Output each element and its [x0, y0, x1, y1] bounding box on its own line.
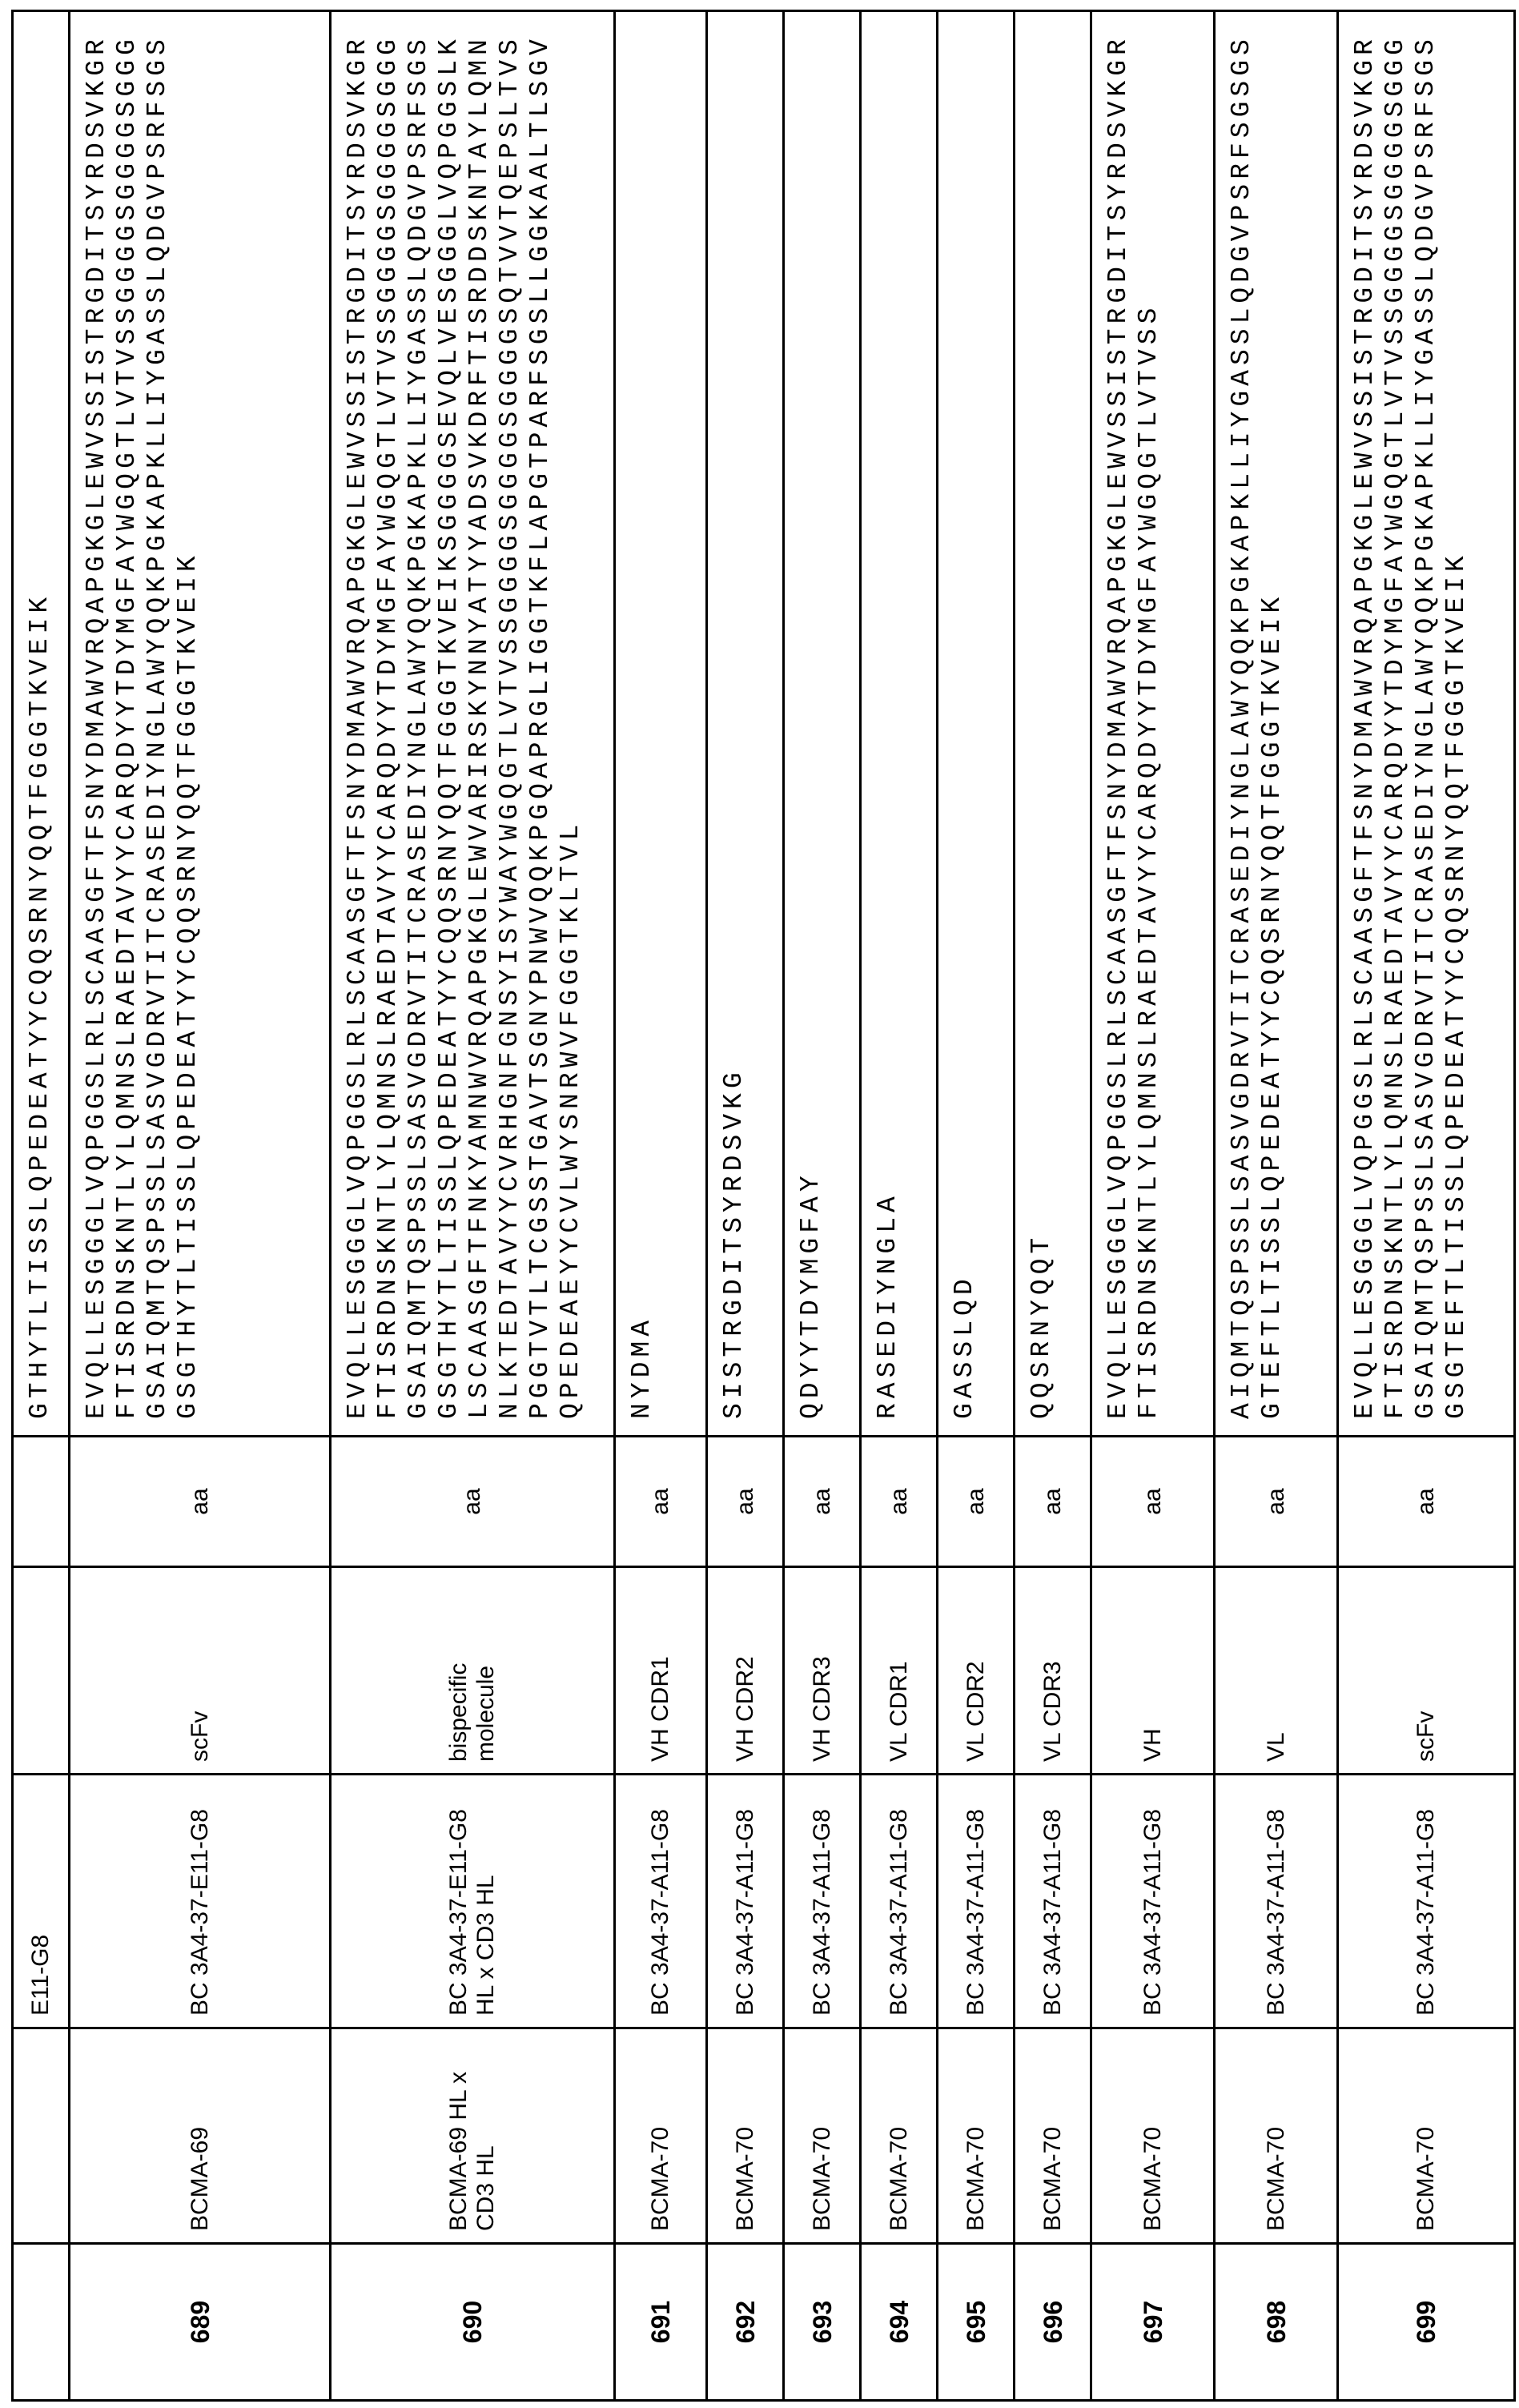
sequence-line: GTHYTLTISSLQPEDEATYYCQQSRNYQQTFGGGTKVEIK	[25, 28, 55, 1419]
table-row	[861, 11, 938, 2401]
format-cell: VL CDR3	[1015, 1567, 1091, 1775]
sequence-table	[11, 10, 1516, 2402]
seq-id-cell	[13, 2244, 70, 2401]
molecule-name-cell: BCMA-70	[1215, 2028, 1338, 2244]
seq-id-cell: 690	[331, 2244, 615, 2401]
table-row	[13, 11, 70, 2401]
format-cell: VH	[1091, 1567, 1215, 1775]
molecule-name-cell: BCMA-70	[1091, 2028, 1215, 2244]
sequence-line: EVQLLESGGGLVQPGGSLRLSCAASGFTFSNYDMAWVRQAPGKGLEWVSSISTRGDITSYRDSVKGR	[343, 28, 373, 1419]
cell-name-cell: BC 3A4-37-A11-G8	[1338, 1775, 1515, 2028]
format-cell: VH CDR1	[615, 1567, 707, 1775]
sequence-line: GSAIQMTQSPSSLSASVGDRVTITCRASEDIYNGLAWYQQKPGKAPKLLIYGASSLQDGVPSRFSGS	[1411, 28, 1441, 1419]
sequence-line: GSGTHYTLTISSLQPEDEATYYCQQSRNYQQTFGGGTKVEIK	[173, 28, 203, 1419]
table-row	[784, 11, 861, 2401]
cell-name-cell: BC 3A4-37-A11-G8	[784, 1775, 861, 2028]
sequence-line: FTISRDNSKNTLYLQMNSLRAEDTAVYYCARQDYYTDYMGFAYWGQGTLVTVSS	[1134, 28, 1164, 1419]
table-row	[1091, 11, 1215, 2401]
sequence-line: QQSRNYQQT	[1027, 28, 1057, 1419]
cell-name-cell: BC 3A4-37-A11-G8	[861, 1775, 938, 2028]
sequence-type-cell: aa	[615, 1437, 707, 1567]
sequence-line: SISTRGDITSYRDSVKG	[719, 28, 749, 1419]
seq-id-cell: 694	[861, 2244, 938, 2401]
table-row	[331, 11, 615, 2401]
cell-name-cell: BC 3A4-37-A11-G8	[615, 1775, 707, 2028]
document-page	[0, 0, 1519, 2408]
cell-name-cell: BC 3A4-37-A11-G8	[938, 1775, 1015, 2028]
table-row	[1015, 11, 1091, 2401]
sequence-line: QDYYTDYMGFAY	[796, 28, 826, 1419]
sequence-line: AIQMTQSPSSLSASVGDRVTITCRASEDIYNGLAWYQQKPGKAPKLLIYGASSLQDGVPSRFSGSGS	[1227, 28, 1257, 1419]
table-row	[707, 11, 784, 2401]
format-cell: scFv	[70, 1567, 331, 1775]
sequence-cell	[331, 11, 615, 1437]
format-cell: VL	[1215, 1567, 1338, 1775]
format-cell: VL CDR1	[861, 1567, 938, 1775]
format-cell: bispecific molecule	[331, 1567, 615, 1775]
sequence-cell	[938, 11, 1015, 1437]
seq-id-cell: 696	[1015, 2244, 1091, 2401]
molecule-name-cell: BCMA-70	[615, 2028, 707, 2244]
sequence-line: GSAIQMTQSPSSLSASVGDRVTITCRASEDIYNGLAWYQQKPGKAPKLLIYGASSLQDGVPSRFSGS	[404, 28, 434, 1419]
sequence-cell	[707, 11, 784, 1437]
sequence-cell	[1015, 11, 1091, 1437]
sequence-type-cell: aa	[861, 1437, 938, 1567]
sequence-type-cell: aa	[707, 1437, 784, 1567]
cell-name-cell: BC 3A4-37-A11-G8	[1015, 1775, 1091, 2028]
sequence-line: FTISRDNSKNTLYLQMNSLRAEDTAVYYCARQDYYTDYMGFAYWGQGTLVTVSSGGGGSGGGGSGGG	[1380, 28, 1411, 1419]
table-row	[1215, 11, 1338, 2401]
sequence-line: RASEDIYNGLA	[873, 28, 903, 1419]
sequence-line: PGGTVTLTCGSSTGAVTSGNYPNWVQQKPGQAPRGLIGGTKFLAPGTPARFSGSLLGGKAALTLSGV	[525, 28, 556, 1419]
seq-id-cell: 689	[70, 2244, 331, 2401]
seq-id-cell: 691	[615, 2244, 707, 2401]
sequence-line: FTISRDNSKNTLYLQMNSLRAEDTAVYYCARQDYYTDYMGFAYWGQGTLVTVSSGGGGSGGGGSGGG	[112, 28, 143, 1419]
format-cell: VH CDR2	[707, 1567, 784, 1775]
molecule-name-cell: BCMA-69	[70, 2028, 331, 2244]
sequence-line: QPEDEAEYYCVLWYSNRWVFGGGTKLTVL	[556, 28, 586, 1419]
sequence-type-cell: aa	[784, 1437, 861, 1567]
sequence-line: NLKTEDTAVYYCVRHGNFGNSYISYWAYWGQGTLVTVSSGGGGSGGGGSGGGGSQTVVTQEPSLTVS	[495, 28, 525, 1419]
table-row	[70, 11, 331, 2401]
cell-name-cell: BC 3A4-37-A11-G8	[707, 1775, 784, 2028]
sequence-line: FTISRDNSKNTLYLQMNSLRAEDTAVYYCARQDYYTDYMGFAYWGQGTLVTVSSGGGGSGGGGSGGG	[373, 28, 404, 1419]
seq-id-cell: 697	[1091, 2244, 1215, 2401]
table-row	[615, 11, 707, 2401]
cell-name-cell: BC 3A4-37-E11-G8 HL x CD3 HL	[331, 1775, 615, 2028]
format-cell: scFv	[1338, 1567, 1515, 1775]
sequence-line: GTEFTLTISSLQPEDEATYYCQQSRNYQQTFGGGTKVEIK	[1257, 28, 1288, 1419]
format-cell: VL CDR2	[938, 1567, 1015, 1775]
sequence-cell	[1338, 11, 1515, 1437]
seq-id-cell: 699	[1338, 2244, 1515, 2401]
sequence-table-body	[13, 11, 1515, 2401]
table-row	[1338, 11, 1515, 2401]
seq-id-cell: 693	[784, 2244, 861, 2401]
molecule-name-cell: BCMA-70	[1338, 2028, 1515, 2244]
molecule-name-cell: BCMA-70	[707, 2028, 784, 2244]
sequence-cell	[861, 11, 938, 1437]
sequence-line: LSCAASGFTFNKYAMNWVRQAPGKGLEWVARIRSKYNNYATYYADSVKDRFTISRDDSKNTAYLQMN	[464, 28, 495, 1419]
sequence-type-cell: aa	[1091, 1437, 1215, 1567]
molecule-name-cell	[13, 2028, 70, 2244]
sequence-cell	[13, 11, 70, 1437]
format-cell: VH CDR3	[784, 1567, 861, 1775]
seq-id-cell: 698	[1215, 2244, 1338, 2401]
seq-id-cell: 695	[938, 2244, 1015, 2401]
molecule-name-cell: BCMA-70	[1015, 2028, 1091, 2244]
sequence-line: NYDMA	[627, 28, 657, 1419]
sequence-type-cell: aa	[1215, 1437, 1338, 1567]
sequence-type-cell: aa	[331, 1437, 615, 1567]
molecule-name-cell: BCMA-70	[938, 2028, 1015, 2244]
sequence-cell	[784, 11, 861, 1437]
sequence-line: GSGTEFTLTISSLQPEDEATYYCQQSRNYQQTFGGGTKVEIK	[1441, 28, 1472, 1419]
molecule-name-cell: BCMA-70	[861, 2028, 938, 2244]
cell-name-cell: E11-G8	[13, 1775, 70, 2028]
seq-id-cell: 692	[707, 2244, 784, 2401]
sequence-type-cell: aa	[938, 1437, 1015, 1567]
sequence-cell	[615, 11, 707, 1437]
sequence-line: GASSLQD	[950, 28, 980, 1419]
sequence-cell	[1215, 11, 1338, 1437]
sequence-line: EVQLLESGGGLVQPGGSLRLSCAASGFTFSNYDMAWVRQAPGKGLEWVSSISTRGDITSYRDSVKGR	[1350, 28, 1380, 1419]
table-row	[938, 11, 1015, 2401]
cell-name-cell: BC 3A4-37-A11-G8	[1215, 1775, 1338, 2028]
sequence-cell	[1091, 11, 1215, 1437]
sequence-type-cell: aa	[1338, 1437, 1515, 1567]
cell-name-cell: BC 3A4-37-E11-G8	[70, 1775, 331, 2028]
molecule-name-cell: BCMA-70	[784, 2028, 861, 2244]
sequence-type-cell: aa	[70, 1437, 331, 1567]
sequence-cell	[70, 11, 331, 1437]
rotated-table-container	[0, 0, 1519, 2408]
sequence-type-cell: aa	[1015, 1437, 1091, 1567]
sequence-line: EVQLLESGGGLVQPGGSLRLSCAASGFTFSNYDMAWVRQAPGKGLEWVSSISTRGDITSYRDSVKGR	[1103, 28, 1134, 1419]
sequence-line: EVQLLESGGGLVQPGGSLRLSCAASGFTFSNYDMAWVRQAPGKGLEWVSSISTRGDITSYRDSVKGR	[82, 28, 112, 1419]
sequence-line: GSGTHYTLTISSLQPEDEATYYCQQSRNYQQTFGGGTKVEIKSGGGGSEVQLVESGGGLVQPGGSLK	[434, 28, 464, 1419]
format-cell	[13, 1567, 70, 1775]
sequence-line: GSAIQMTQSPSSLSASVGDRVTITCRASEDIYNGLAWYQQKPGKAPKLLIYGASSLQDGVPSRFSGS	[143, 28, 173, 1419]
cell-name-cell: BC 3A4-37-A11-G8	[1091, 1775, 1215, 2028]
molecule-name-cell: BCMA-69 HL x CD3 HL	[331, 2028, 615, 2244]
sequence-type-cell	[13, 1437, 70, 1567]
